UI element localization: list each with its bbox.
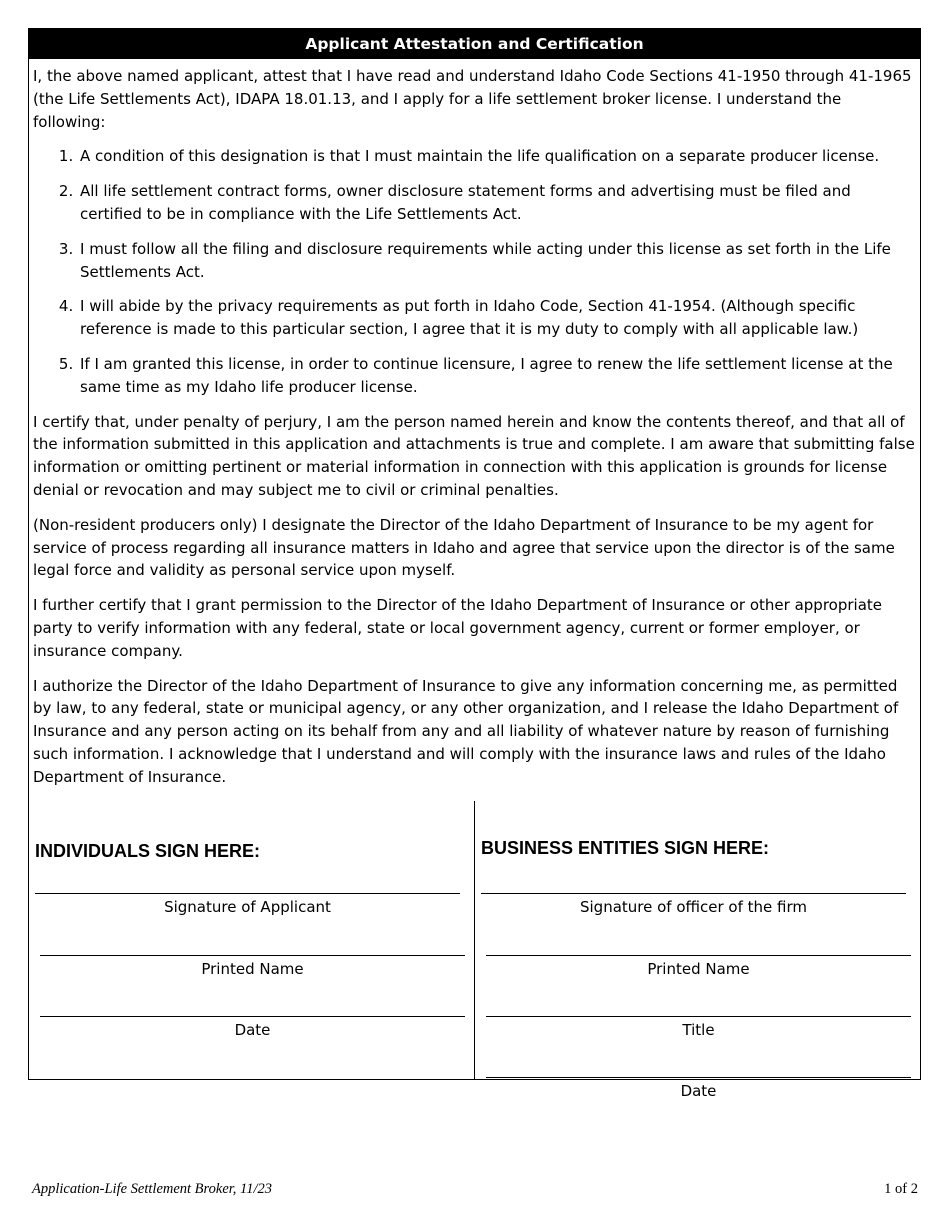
individuals-heading: INDIVIDUALS SIGN HERE: — [35, 841, 261, 861]
officer-printed-name-line[interactable] — [486, 955, 911, 956]
applicant-printed-name-line[interactable] — [40, 955, 465, 956]
form-name-footer: Application-Life Settlement Broker, 11/23 — [32, 1181, 273, 1197]
condition-item: 1. A condition of this designation is that I must maintain the life qualification on a separate producer license. — [78, 145, 916, 168]
signature-area — [29, 801, 920, 1100]
page-number: 1 of 2 — [884, 1181, 918, 1197]
nonresident-paragraph: (Non-resident producers only) I designate the Director of the Idaho Department of Insurance to be my agent for service of process regarding all insurance matters in Idaho and agree that service upon the director is of the same legal force and validity as personal service upon myself. — [33, 515, 895, 580]
officer-printed-name-label: Printed Name — [647, 960, 750, 978]
individuals-signature-block — [29, 801, 475, 1079]
officer-title-label: Title — [682, 1021, 715, 1039]
officer-date-line[interactable] — [486, 1077, 911, 1078]
applicant-printed-name-label: Printed Name — [201, 960, 304, 978]
attestation-body — [29, 59, 920, 789]
business-heading: BUSINESS ENTITIES SIGN HERE: — [481, 838, 770, 858]
condition-item: 5. If I am granted this license, in order to continue licensure, I agree to renew the life settlement license at the same time as my Idaho life producer license. — [78, 353, 916, 399]
condition-item: 3. I must follow all the filing and disclosure requirements while acting under this license as set forth in the Life Settlements Act. — [78, 238, 916, 284]
officer-signature-label: Signature of officer of the firm — [579, 898, 808, 916]
authorization-paragraph: I authorize the Director of the Idaho Department of Insurance to give any information concerning me, as permitted by law, to any federal, state or municipal agency, or any other organization, and I release the Idaho Department of Insurance and any person acting on its behalf from any and all liability of whatever nature by reason of furnishing such information. I acknowledge that I understand and will comply with the insurance laws and rules of the Idaho Department of Insurance. — [33, 676, 899, 786]
condition-item: 2. All life settlement contract forms, owner disclosure statement forms and advertising must be filed and certified to be in compliance with the Life Settlements Act. — [78, 180, 916, 226]
officer-signature-line[interactable] — [481, 893, 906, 894]
perjury-paragraph: I certify that, under penalty of perjury, I am the person named herein and know the contents thereof, and that all of the information submitted in this application and attachments is true and complete. I am aware that submitting false information or omitting pertinent or material information in connection with this application is grounds for license denial or revocation and may subject me to civil or criminal penalties. — [33, 412, 915, 499]
applicant-signature-line[interactable] — [35, 893, 460, 894]
intro-paragraph: I, the above named applicant, attest that I have read and understand Idaho Code Sections 41-1950 through 41-1965 (the Life Settlements Act), IDAPA 18.01.13, and I apply for a life settlement broker license. I understand the following: — [33, 67, 912, 131]
officer-title-line[interactable] — [486, 1016, 911, 1017]
applicant-date-label: Date — [234, 1021, 271, 1039]
business-signature-block: BUSINESS ENTITIES SIGN HERE: Signature of officer of the firm Printed Name Title Date — [475, 801, 920, 1079]
section-title: Applicant Attestation and Certification — [29, 29, 920, 59]
condition-item: 4. I will abide by the privacy requirements as put forth in Idaho Code, Section 41-1954. (Although specific reference is made to this particular section, I agree that it is my duty to comply with all applicable law.) — [78, 295, 916, 341]
conditions-list — [33, 145, 916, 398]
verification-paragraph: I further certify that I grant permission to the Director of the Idaho Department of Insurance or other appropriate party to verify information with any federal, state or local government agency, current or former employer, or insurance company. — [33, 596, 883, 660]
applicant-date-line[interactable] — [40, 1016, 465, 1017]
applicant-signature-label: Signature of Applicant — [164, 898, 331, 916]
attestation-section — [28, 28, 921, 1100]
